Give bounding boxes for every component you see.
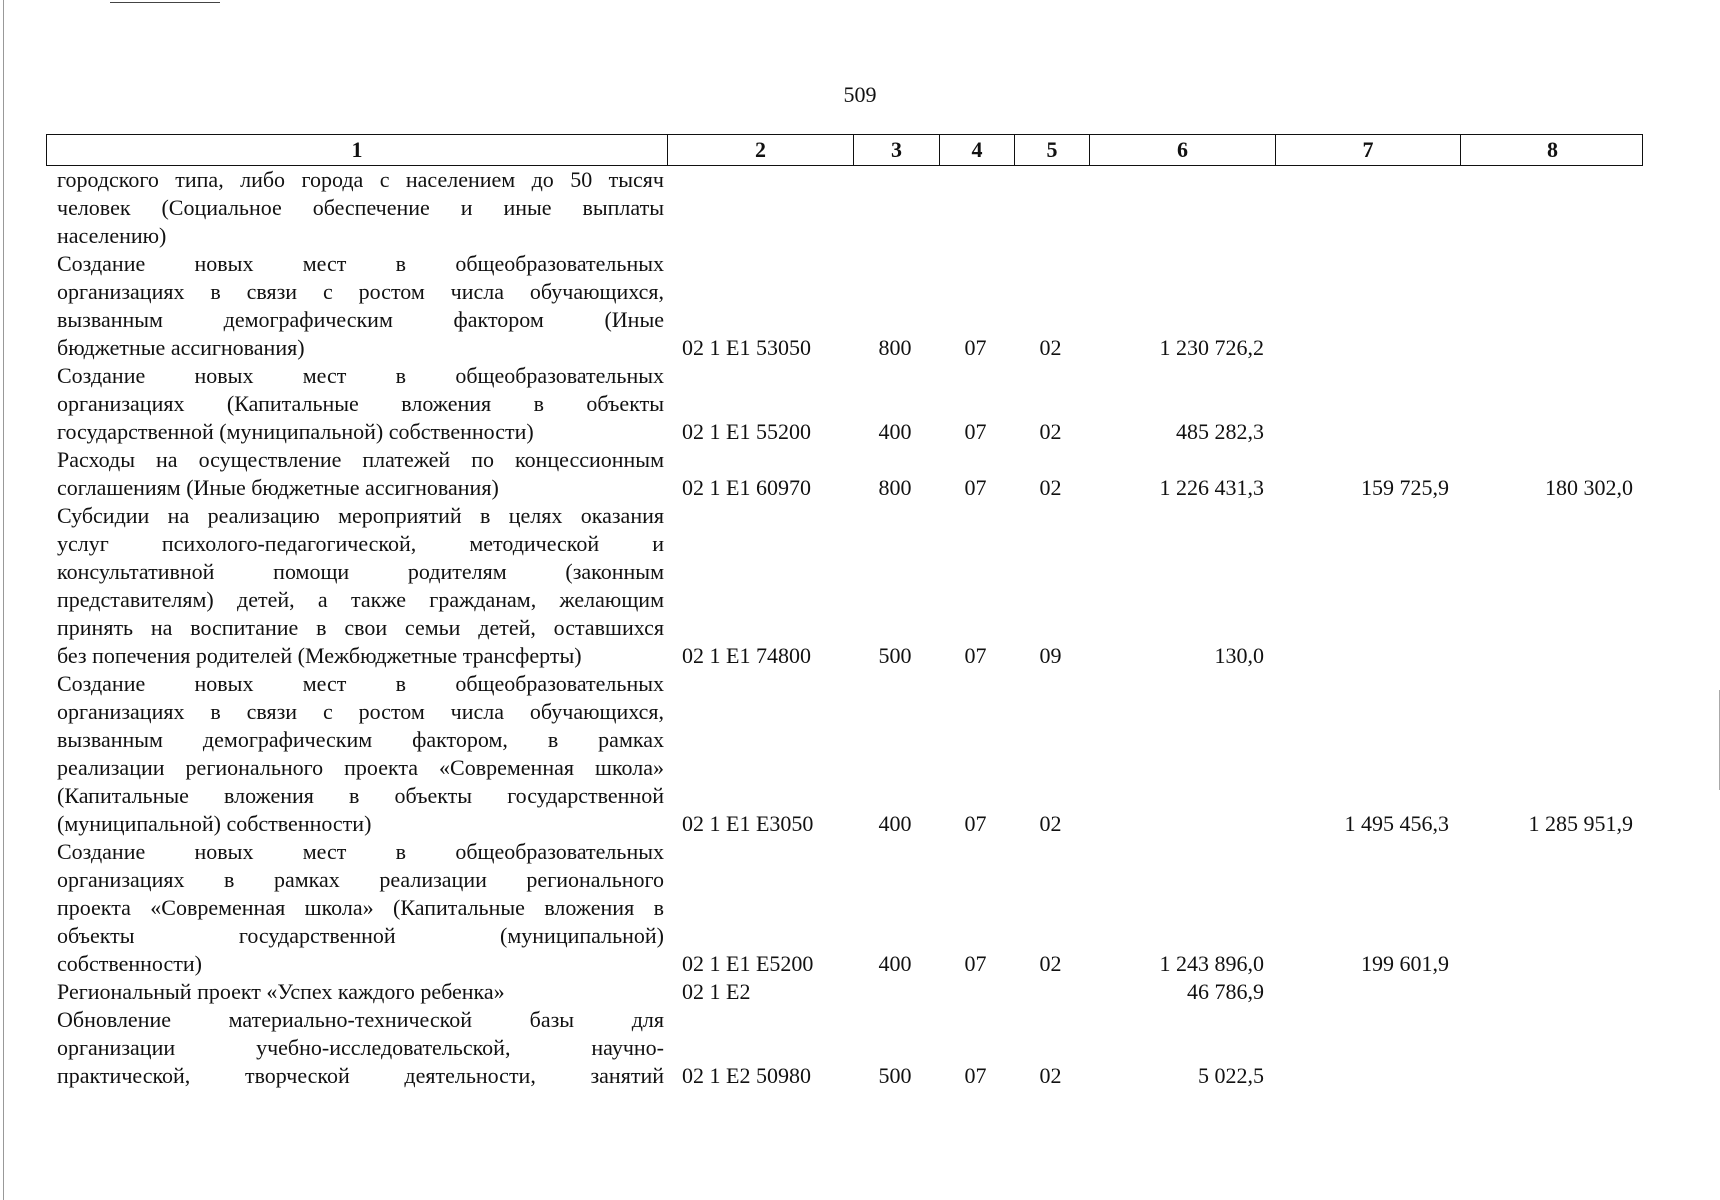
target-code: 02 1 E1 55200: [682, 419, 811, 444]
expense-type: 500: [878, 1063, 912, 1088]
row-description: [46, 446, 666, 502]
subsection: 02: [1039, 1063, 1062, 1088]
description-line: организации учебно-исследовательской, научно-: [57, 1035, 664, 1060]
description-line: Создание новых мест в общеобразовательных: [57, 671, 664, 696]
target-code: 02 1 E1 E3050: [682, 811, 814, 836]
page-number: 509: [843, 82, 877, 107]
expense-type: 800: [878, 475, 912, 500]
row-description: [46, 362, 666, 446]
amount-col-6: 130,0: [1214, 643, 1264, 668]
subsection: 02: [1039, 335, 1062, 360]
description-line: бюджетные ассигнования): [57, 335, 305, 360]
description-line: вызванным демографическим фактором, в рамках: [57, 727, 664, 752]
row-description: [46, 978, 666, 1006]
description-line: (Капитальные вложения в объекты государственной: [57, 783, 664, 808]
section: 07: [964, 811, 987, 836]
subsection: 02: [1039, 951, 1062, 976]
column-header: 1: [351, 137, 363, 162]
description-line: организациях в связи с ростом числа обучающихся,: [57, 279, 664, 304]
section: 07: [964, 643, 987, 668]
description-line: услуг психолого-педагогической, методической и: [57, 531, 664, 556]
column-header: 2: [667, 135, 853, 165]
amount-col-6: 1 243 896,0: [1159, 951, 1264, 976]
table-row: [46, 166, 1643, 250]
table-header: [46, 134, 1643, 166]
subsection: 02: [1039, 419, 1062, 444]
section: 07: [964, 951, 987, 976]
target-code: 02 1 E1 E5200: [682, 951, 814, 976]
expense-type: 400: [878, 811, 912, 836]
budget-table: [46, 134, 1643, 1090]
description-line: проекта «Современная школа» (Капитальные вложения в: [57, 895, 664, 920]
section: 07: [964, 475, 987, 500]
row-description: [46, 1006, 666, 1090]
description-line: принять на воспитание в свои семьи детей, оставшихся: [57, 615, 664, 640]
amount-col-7: 159 725,9: [1361, 475, 1449, 500]
amount-col-8: 180 302,0: [1545, 475, 1633, 500]
table-body: [46, 166, 1643, 1090]
description-line: Расходы на осуществление платежей по концессионным: [57, 447, 664, 472]
description-line: организациях (Капитальные вложения в объекты: [57, 391, 664, 416]
table-row: [46, 670, 1643, 838]
expense-type: 400: [878, 951, 912, 976]
target-code: 02 1 E1 60970: [682, 475, 811, 500]
description-line: реализации регионального проекта «Современная школа»: [57, 755, 664, 780]
description-line: Создание новых мест в общеобразовательных: [57, 251, 664, 276]
description-line: практической, творческой деятельности, занятий: [57, 1063, 664, 1088]
column-header: 6: [1089, 135, 1275, 165]
expense-type: 500: [878, 643, 912, 668]
description-line: без попечения родителей (Межбюджетные трансферты): [57, 643, 582, 668]
section: 07: [964, 1063, 987, 1088]
amount-col-6: 5 022,5: [1198, 1063, 1264, 1088]
row-description: [46, 250, 666, 362]
description-line: населению): [57, 223, 167, 248]
table-row: [46, 502, 1643, 670]
column-header: 8: [1460, 135, 1644, 165]
description-line: консультативной помощи родителям (законным: [57, 559, 664, 584]
row-description: [46, 838, 666, 978]
description-line: государственной (муниципальной) собственности): [57, 419, 534, 444]
amount-col-6: 46 786,9: [1187, 979, 1264, 1004]
description-line: Обновление материально-технической базы для: [57, 1007, 664, 1032]
table-row: [46, 838, 1643, 978]
description-line: человек (Социальное обеспечение и иные выплаты: [57, 195, 664, 220]
table-row: [46, 1006, 1643, 1090]
expense-type: 400: [878, 419, 912, 444]
expense-type: 800: [878, 335, 912, 360]
section: 07: [964, 335, 987, 360]
description-line: собственности): [57, 951, 202, 976]
amount-col-6: 1 230 726,2: [1159, 335, 1264, 360]
description-line: представителям) детей, а также гражданам, желающим: [57, 587, 664, 612]
row-description: [46, 670, 666, 838]
scan-edge: [3, 0, 4, 1200]
amount-col-6: 485 282,3: [1176, 419, 1264, 444]
description-line: Создание новых мест в общеобразовательных: [57, 363, 664, 388]
amount-col-7: 1 495 456,3: [1344, 811, 1449, 836]
column-header: 5: [1014, 135, 1089, 165]
table-row: [46, 362, 1643, 446]
description-line: городского типа, либо города с населением до 50 тысяч: [57, 167, 664, 192]
subsection: 09: [1039, 643, 1062, 668]
section: 07: [964, 419, 987, 444]
table-row: [46, 978, 1643, 1006]
subsection: 02: [1039, 811, 1062, 836]
description-line: организациях в связи с ростом числа обучающихся,: [57, 699, 664, 724]
column-header: 4: [939, 135, 1014, 165]
target-code: 02 1 E2 50980: [682, 1063, 811, 1088]
target-code: 02 1 E1 74800: [682, 643, 811, 668]
description-line: организациях в рамках реализации регионального: [57, 867, 664, 892]
description-line: объекты государственной (муниципальной): [57, 923, 664, 948]
table-row: [46, 250, 1643, 362]
description-line: Региональный проект «Успех каждого ребенка»: [57, 979, 505, 1004]
amount-col-6: 1 226 431,3: [1159, 475, 1264, 500]
top-rule: [110, 2, 220, 3]
target-code: 02 1 E2: [682, 979, 751, 1004]
table-row: [46, 446, 1643, 502]
description-line: Субсидии на реализацию мероприятий в целях оказания: [57, 503, 664, 528]
column-header: 3: [853, 135, 939, 165]
column-header: 7: [1275, 135, 1460, 165]
subsection: 02: [1039, 475, 1062, 500]
description-line: соглашениям (Иные бюджетные ассигнования): [57, 475, 499, 500]
target-code: 02 1 E1 53050: [682, 335, 811, 360]
row-description: [46, 166, 666, 250]
description-line: вызванным демографическим фактором (Иные: [57, 307, 664, 332]
amount-col-8: 1 285 951,9: [1528, 811, 1633, 836]
description-line: (муниципальной) собственности): [57, 811, 372, 836]
row-description: [46, 502, 666, 670]
description-line: Создание новых мест в общеобразовательных: [57, 839, 664, 864]
amount-col-7: 199 601,9: [1361, 951, 1449, 976]
